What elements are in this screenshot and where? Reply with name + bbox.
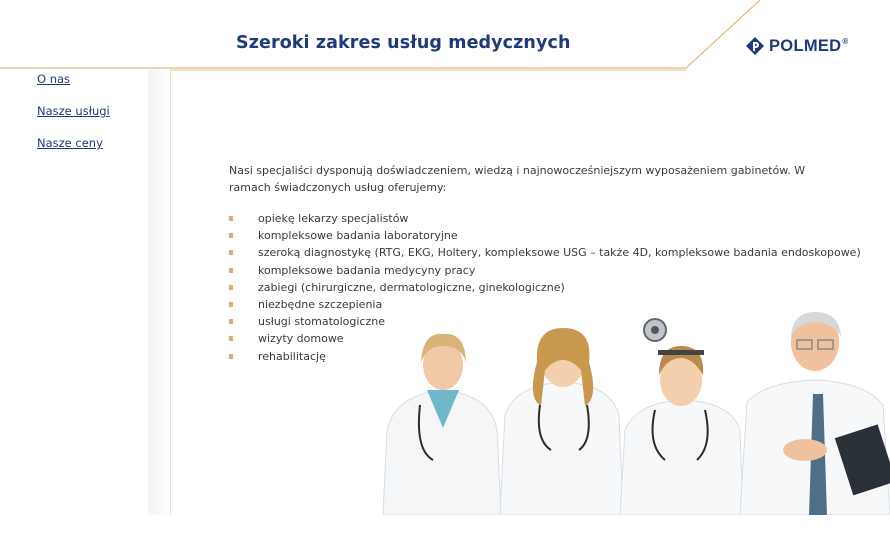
doctor-figure: [383, 334, 501, 515]
list-item: kompleksowe badania laboratoryjne: [229, 227, 829, 244]
left-shadow-strip: [148, 70, 170, 515]
square-bullet-icon: [229, 233, 233, 238]
square-bullet-icon: [229, 336, 233, 341]
square-bullet-icon: [229, 250, 233, 255]
square-bullet-icon: [229, 216, 233, 221]
square-bullet-icon: [229, 319, 233, 324]
nav-link-about[interactable]: O nas: [37, 72, 71, 86]
polmed-logo: [745, 36, 849, 56]
list-item: szeroką diagnostykę (RTG, EKG, Holtery, kompleksowe USG – także 4D, kompleksowe badania endoskopowe): [229, 244, 829, 261]
list-item: zabiegi (chirurgiczne, dermatologiczne, ginekologiczne): [229, 279, 829, 296]
list-item: niezbędne szczepienia: [229, 296, 829, 313]
nav-link-services[interactable]: Nasze usługi: [37, 104, 110, 118]
list-item: rehabilitację: [229, 348, 829, 365]
list-item: opiekę lekarzy specjalistów: [229, 210, 829, 227]
square-bullet-icon: [229, 302, 233, 307]
square-bullet-icon: [229, 285, 233, 290]
page-title: Szeroki zakres usług medycznych: [236, 33, 571, 53]
square-bullet-icon: [229, 268, 233, 273]
list-item: kompleksowe badania medycyny pracy: [229, 262, 829, 279]
polmed-logo-icon: [745, 36, 765, 56]
list-item: usługi stomatologiczne: [229, 313, 829, 330]
intro-paragraph: Nasi specjaliści dysponują doświadczeniem, wiedzą i najnowocześniejszym wyposażeniem gabinetów. W ramach świadczonych usług oferujemy:: [229, 164, 806, 194]
doctor-figure: [500, 328, 623, 515]
logo-wordmark: POLMED®: [769, 36, 849, 55]
list-item: wizyty domowe: [229, 330, 829, 347]
square-bullet-icon: [229, 354, 233, 359]
doctor-figure: [620, 319, 743, 515]
medical-staff-photo: [375, 310, 890, 515]
nav-link-prices[interactable]: Nasze ceny: [37, 136, 103, 150]
doctor-figure: [740, 312, 890, 515]
